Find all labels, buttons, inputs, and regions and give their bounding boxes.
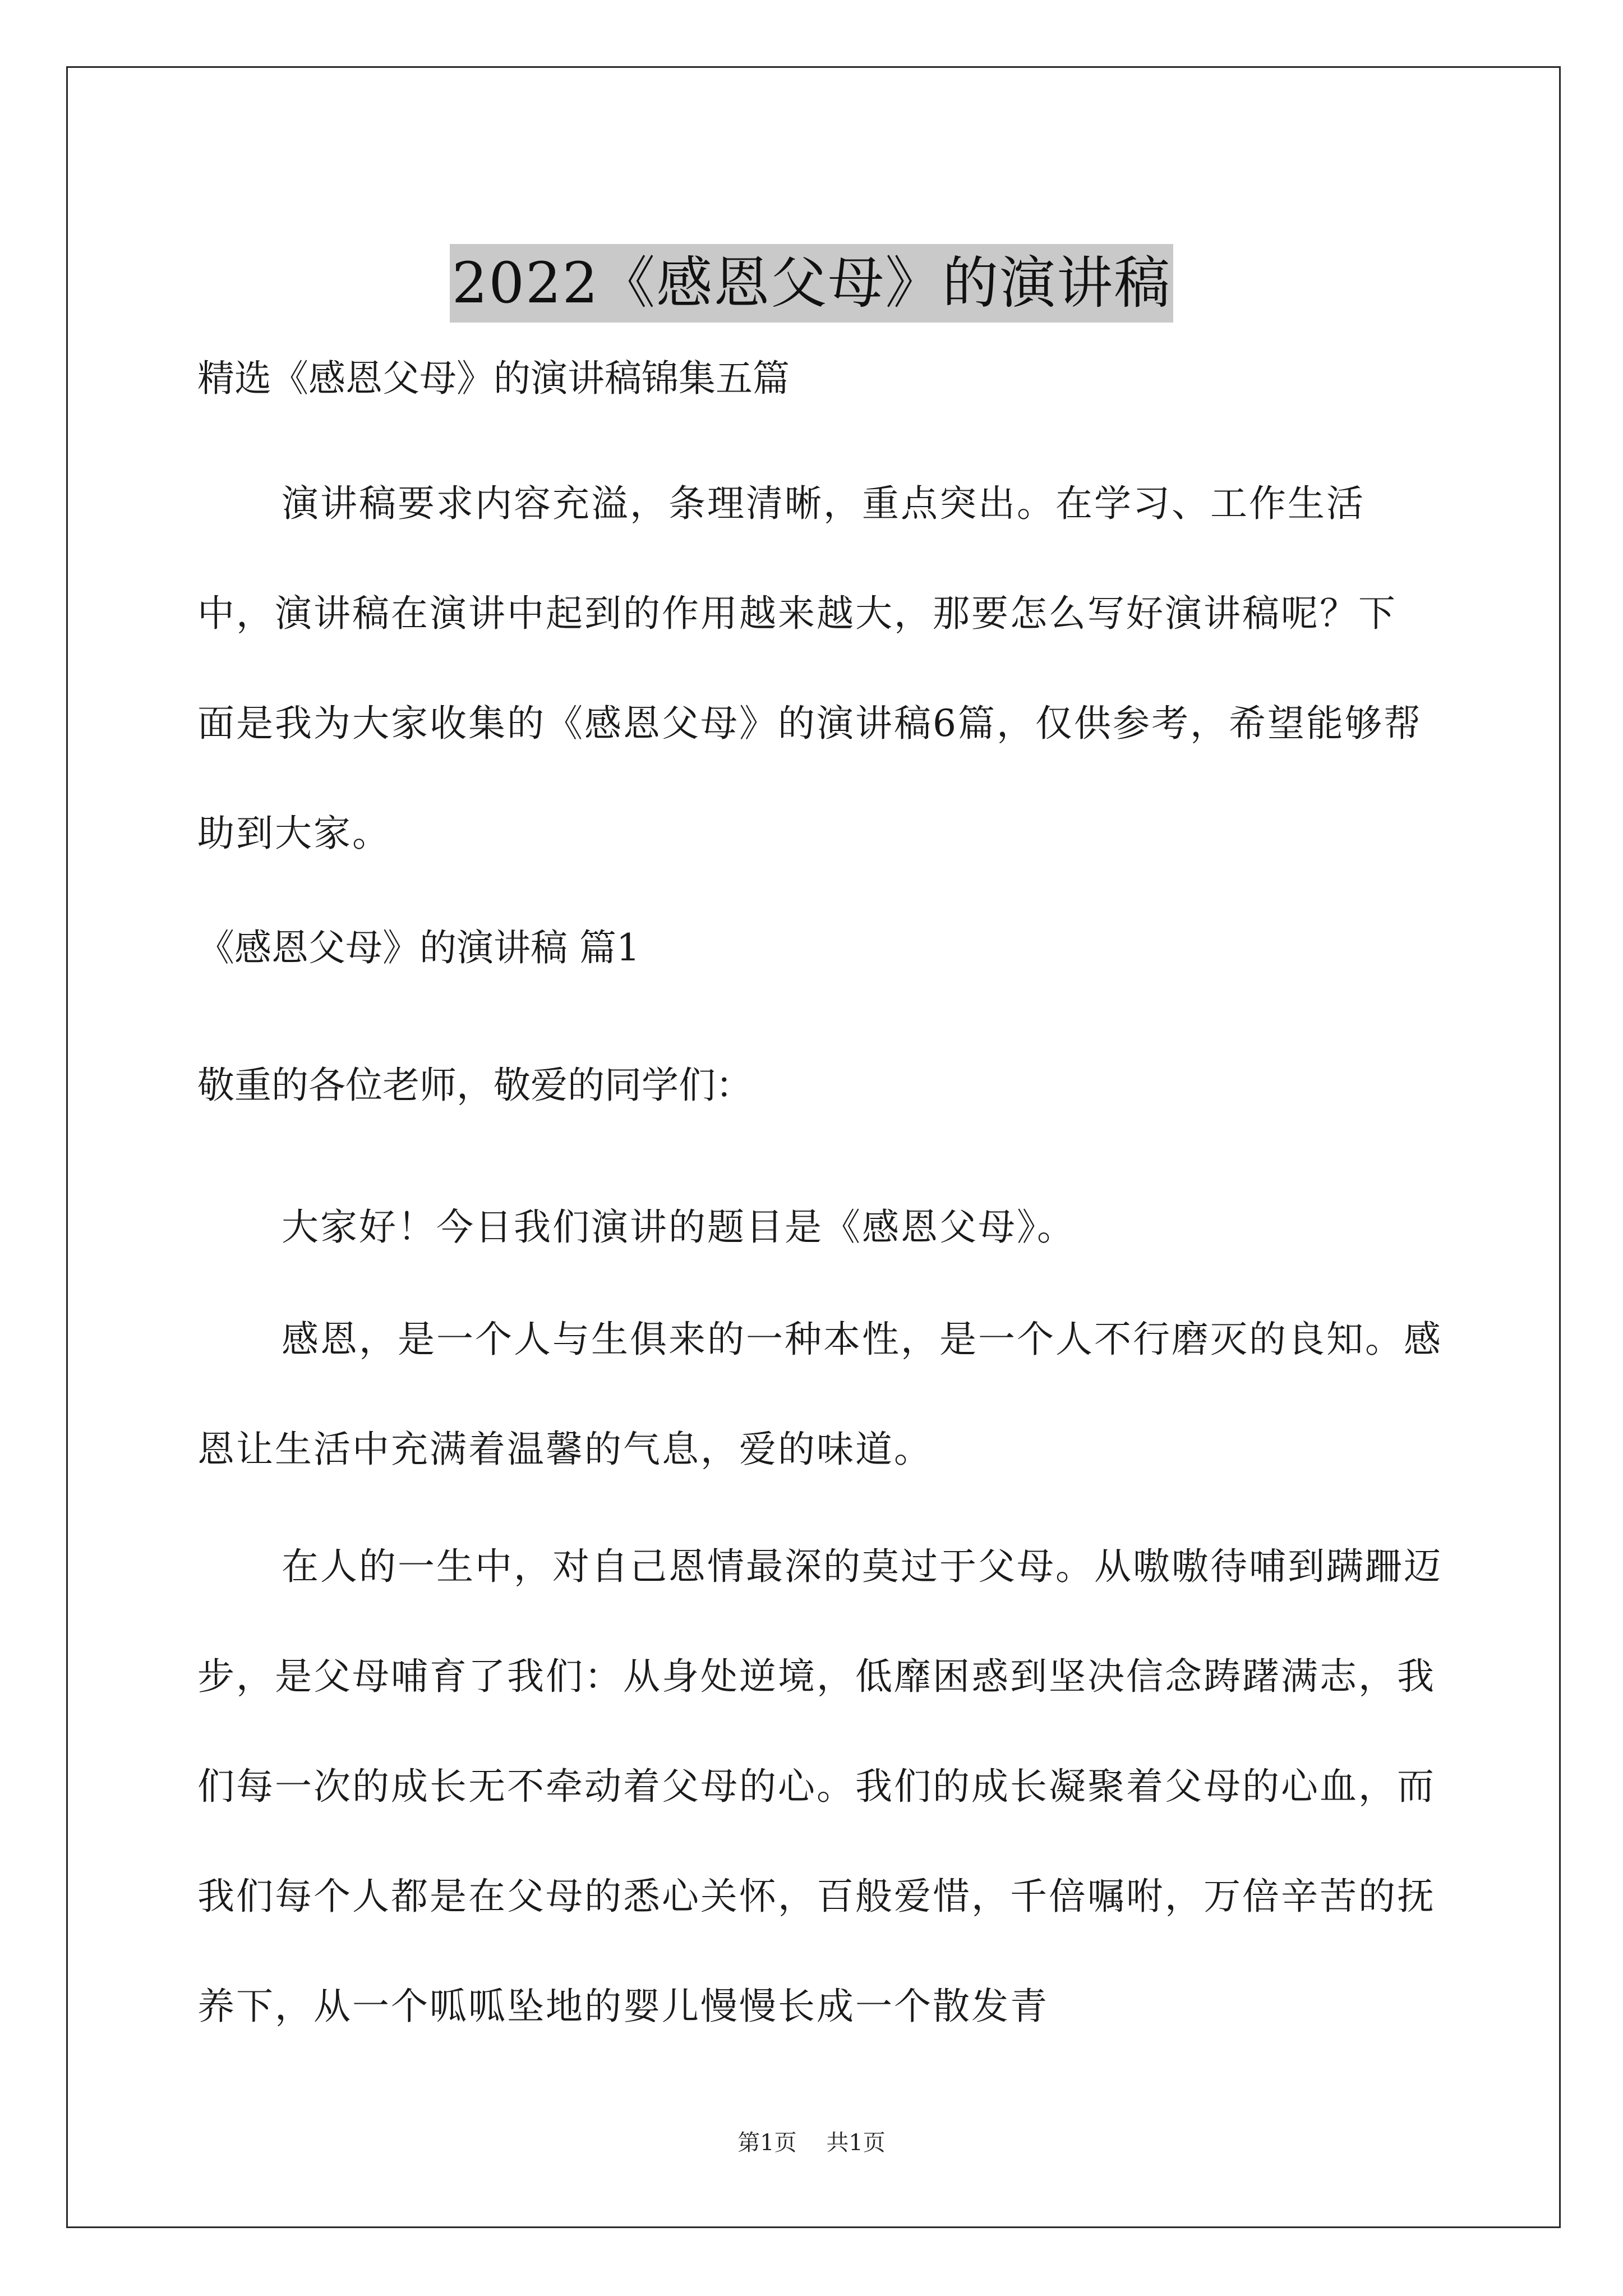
page-number: 第1页 [737,2130,797,2156]
intro-paragraph: 演讲稿要求内容充溢，条理清晰，重点突出。在学习、工作生活中，演讲稿在演讲中起到的作用越来越大，那要怎么写好演讲稿呢？下面是我为大家收集的《感恩父母》的演讲稿6篇，仅供参考，希望能够帮助到大家。 [197,482,1422,855]
page-footer [0,2126,1623,2160]
page-total: 共1页 [826,2130,886,2156]
document-subtitle: 精选《感恩父母》的演讲稿锦集五篇 [197,357,790,400]
body-paragraph: 大家好！今日我们演讲的题目是《感恩父母》。 [282,1205,1076,1249]
greeting-line: 敬重的各位老师，敬爱的同学们： [197,1064,753,1107]
title-container [0,206,1623,360]
body-paragraph: 感恩，是一个人与生俱来的一种本性，是一个人不行磨灭的良知。感恩让生活中充满着温馨的气息，爱的味道。 [197,1318,1442,1471]
section-heading: 《感恩父母》的演讲稿 篇1 [197,926,640,969]
body-paragraph: 在人的一生中，对自己恩情最深的莫过于父母。从嗷嗷待哺到蹒跚迈步，是父母哺育了我们：从身处逆境，低靡困惑到坚决信念踌躇满志，我们每一次的成长无不牵动着父母的心。我们的成长凝聚着父母的心血，而我们每个人都是在父母的悉心关怀，百般爱惜，千倍嘱咐，万倍辛苦的抚养下，从一个呱呱坠地的婴儿慢慢长成一个散发青 [197,1545,1442,2028]
document-title: 2022《感恩父母》的演讲稿 [450,244,1174,323]
